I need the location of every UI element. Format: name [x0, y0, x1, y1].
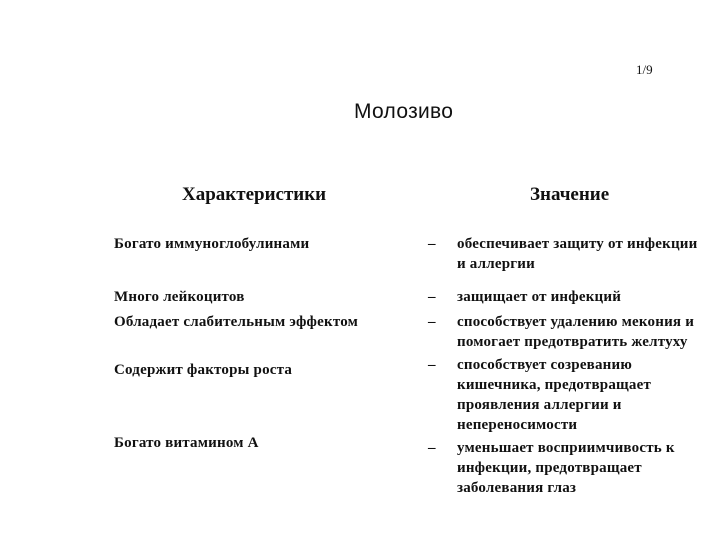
characteristic-growth-factors: Содержит факторы роста [114, 362, 293, 378]
meaning-growth-factors [457, 355, 719, 435]
row-dash: – [428, 357, 436, 373]
characteristic-immunoglobulins: Богато иммуноглобулинами [114, 236, 310, 252]
row-dash: – [428, 314, 436, 330]
meaning-line: инфекции, предотвращает [457, 460, 642, 476]
row-dash: – [428, 440, 436, 456]
meaning-line: помогает предотвратить желтуху [457, 334, 688, 350]
meaning-line: заболевания глаз [457, 480, 577, 496]
page-number: 1/9 [636, 62, 653, 77]
meaning-line: и аллергии [457, 256, 535, 272]
characteristic-vitamin-a: Богато витамином А [114, 435, 259, 451]
row-dash: – [428, 289, 436, 305]
characteristic-leukocytes: Много лейкоцитов [114, 289, 245, 305]
meaning-line: уменьшает восприимчивость к [457, 440, 675, 456]
meaning-vitamin-a [457, 438, 719, 498]
meaning-line: проявления аллергии и [457, 397, 622, 413]
meaning-line: обеспечивает защиту от инфекции [457, 236, 698, 252]
meaning-line: защищает от инфекций [457, 289, 622, 305]
meaning-leukocytes [457, 287, 719, 307]
meaning-immunoglobulins [457, 234, 719, 274]
meaning-line: способствует созреванию [457, 357, 633, 373]
meaning-line: кишечника, предотвращает [457, 377, 652, 393]
meaning-line: способствует удалению мекония и [457, 314, 695, 330]
meaning-laxative [457, 312, 719, 352]
page-title: Молозиво [354, 100, 454, 123]
column-header-meaning: Значение [530, 184, 610, 205]
meaning-line: непереносимости [457, 417, 578, 433]
column-header-characteristics: Характеристики [182, 184, 327, 205]
characteristic-laxative: Обладает слабительным эффектом [114, 314, 359, 330]
row-dash: – [428, 236, 436, 252]
